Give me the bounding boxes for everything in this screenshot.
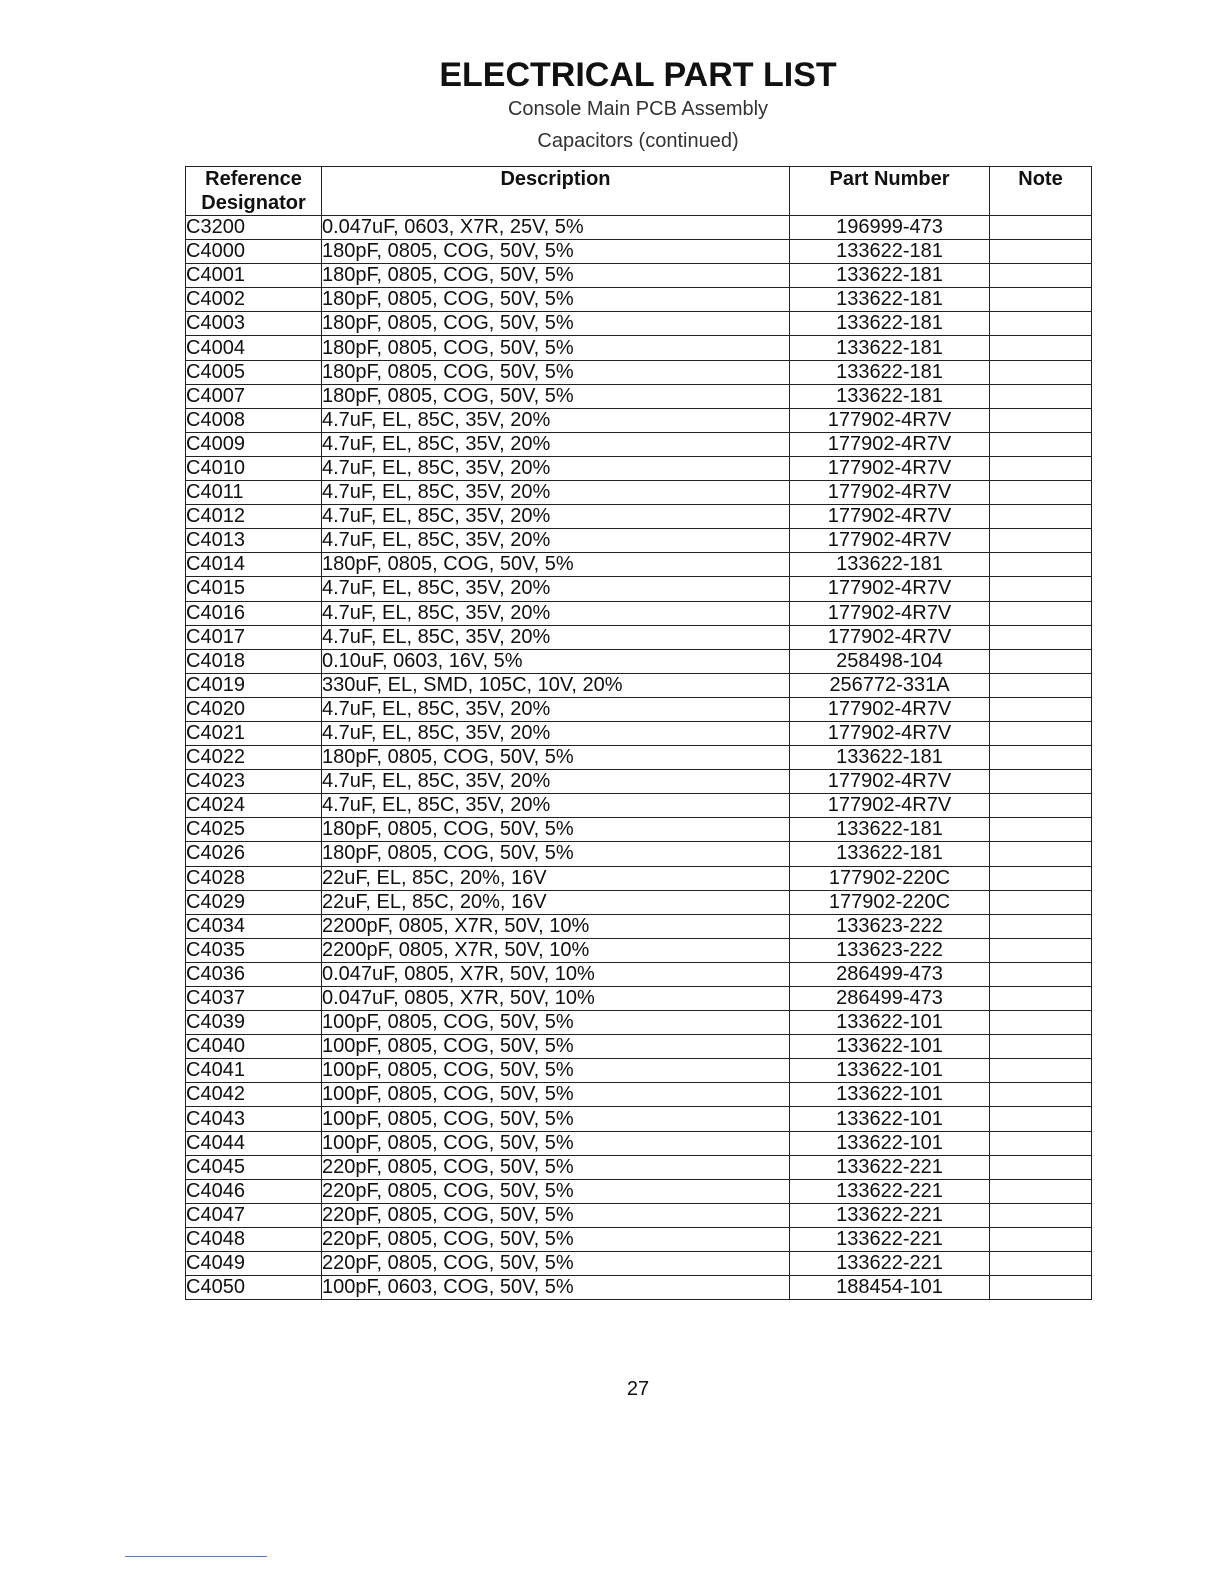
cell-description: 4.7uF, EL, 85C, 35V, 20% [322,456,790,480]
cell-note [990,240,1092,264]
cell-reference-designator: C4035 [186,938,322,962]
cell-description: 100pF, 0805, COG, 50V, 5% [322,1035,790,1059]
cell-description: 4.7uF, EL, 85C, 35V, 20% [322,794,790,818]
cell-reference-designator: C4026 [186,842,322,866]
assembly-subtitle: Console Main PCB Assembly [507,98,769,120]
cell-reference-designator: C4034 [186,914,322,938]
cell-note [990,697,1092,721]
table-row [186,432,1092,456]
cell-part-number: 133622-181 [790,312,990,336]
cell-reference-designator: C4017 [186,625,322,649]
cell-reference-designator: C4022 [186,746,322,770]
cell-reference-designator: C4048 [186,1227,322,1251]
cell-part-number: 133622-181 [790,264,990,288]
table-row [186,1107,1092,1131]
cell-note [990,842,1092,866]
cell-reference-designator: C4050 [186,1276,322,1300]
cell-description: 180pF, 0805, COG, 50V, 5% [322,384,790,408]
table-row [186,288,1092,312]
table-row [186,842,1092,866]
cell-reference-designator: C4044 [186,1131,322,1155]
cell-reference-designator: C4025 [186,818,322,842]
cell-part-number: 133622-181 [790,336,990,360]
cell-part-number: 133623-222 [790,914,990,938]
cell-description: 4.7uF, EL, 85C, 35V, 20% [322,625,790,649]
cell-part-number: 177902-4R7V [790,625,990,649]
cell-part-number: 177902-4R7V [790,601,990,625]
cell-note [990,987,1092,1011]
column-header-reference-designator [186,167,322,216]
table-row [186,1059,1092,1083]
cell-part-number: 286499-473 [790,987,990,1011]
table-row [186,866,1092,890]
cell-reference-designator: C4019 [186,673,322,697]
table-row [186,216,1092,240]
cell-reference-designator: C4028 [186,866,322,890]
cell-description: 0.10uF, 0603, 16V, 5% [322,649,790,673]
table-row [186,721,1092,745]
table-row [186,408,1092,432]
cell-reference-designator: C4004 [186,336,322,360]
table-row [186,1179,1092,1203]
cell-note [990,481,1092,505]
cell-note [990,1035,1092,1059]
cell-part-number: 133622-221 [790,1203,990,1227]
cell-reference-designator: C4029 [186,890,322,914]
cell-note [990,866,1092,890]
column-header-reference-line2: Designator [201,192,306,214]
table-row [186,1155,1092,1179]
cell-description: 180pF, 0805, COG, 50V, 5% [322,842,790,866]
cell-note [990,1227,1092,1251]
column-header-reference-line1: Reference [205,168,302,190]
cell-note [990,384,1092,408]
cell-reference-designator: C4021 [186,721,322,745]
cell-note [990,1107,1092,1131]
table-row [186,1011,1092,1035]
cell-part-number: 133622-221 [790,1155,990,1179]
cell-reference-designator: C4005 [186,360,322,384]
table-row [186,1252,1092,1276]
table-row [186,481,1092,505]
cell-reference-designator: C4045 [186,1155,322,1179]
table-row [186,1083,1092,1107]
cell-note [990,432,1092,456]
cell-note [990,456,1092,480]
table-row [186,529,1092,553]
cell-part-number: 133622-101 [790,1131,990,1155]
cell-reference-designator: C4041 [186,1059,322,1083]
table-row [186,1227,1092,1251]
cell-reference-designator: C4043 [186,1107,322,1131]
table-row [186,1035,1092,1059]
cell-note [990,408,1092,432]
cell-description: 4.7uF, EL, 85C, 35V, 20% [322,577,790,601]
cell-description: 100pF, 0805, COG, 50V, 5% [322,1107,790,1131]
cell-note [990,216,1092,240]
cell-note [990,625,1092,649]
table-row [186,577,1092,601]
cell-part-number: 133622-181 [790,818,990,842]
cell-description: 220pF, 0805, COG, 50V, 5% [322,1155,790,1179]
cell-description: 2200pF, 0805, X7R, 50V, 10% [322,938,790,962]
cell-reference-designator: C4049 [186,1252,322,1276]
cell-description: 180pF, 0805, COG, 50V, 5% [322,264,790,288]
cell-note [990,770,1092,794]
column-header-note: Note [990,167,1092,216]
page-number: 27 [626,1378,650,1400]
cell-reference-designator: C4037 [186,987,322,1011]
cell-note [990,312,1092,336]
cell-part-number: 133622-221 [790,1179,990,1203]
cell-part-number: 177902-4R7V [790,770,990,794]
cell-reference-designator: C4018 [186,649,322,673]
cell-reference-designator: C4015 [186,577,322,601]
cell-part-number: 133622-181 [790,746,990,770]
cell-part-number: 188454-101 [790,1276,990,1300]
cell-part-number: 133622-181 [790,384,990,408]
parts-table [185,166,1092,1300]
cell-part-number: 177902-220C [790,890,990,914]
cell-note [990,505,1092,529]
cell-part-number: 177902-4R7V [790,481,990,505]
cell-description: 220pF, 0805, COG, 50V, 5% [322,1179,790,1203]
table-row [186,938,1092,962]
section-heading: Capacitors (continued) [537,130,739,152]
table-row [186,890,1092,914]
cell-description: 2200pF, 0805, X7R, 50V, 10% [322,914,790,938]
cell-description: 100pF, 0805, COG, 50V, 5% [322,1011,790,1035]
table-row [186,1203,1092,1227]
cell-reference-designator: C4016 [186,601,322,625]
table-row [186,312,1092,336]
table-row [186,336,1092,360]
cell-part-number: 133623-222 [790,938,990,962]
cell-description: 0.047uF, 0603, X7R, 25V, 5% [322,216,790,240]
cell-reference-designator: C4010 [186,456,322,480]
table-row [186,264,1092,288]
cell-part-number: 196999-473 [790,216,990,240]
cell-part-number: 133622-101 [790,1107,990,1131]
cell-reference-designator: C4024 [186,794,322,818]
cell-note [990,746,1092,770]
cell-description: 180pF, 0805, COG, 50V, 5% [322,553,790,577]
cell-description: 180pF, 0805, COG, 50V, 5% [322,818,790,842]
table-header-row [186,167,1092,216]
cell-description: 4.7uF, EL, 85C, 35V, 20% [322,697,790,721]
cell-description: 22uF, EL, 85C, 20%, 16V [322,890,790,914]
table-row [186,625,1092,649]
cell-reference-designator: C3200 [186,216,322,240]
cell-reference-designator: C4001 [186,264,322,288]
cell-part-number: 177902-4R7V [790,432,990,456]
cell-part-number: 133622-101 [790,1083,990,1107]
cell-note [990,288,1092,312]
cell-description: 180pF, 0805, COG, 50V, 5% [322,288,790,312]
cell-part-number: 133622-181 [790,842,990,866]
cell-note [990,1059,1092,1083]
cell-description: 4.7uF, EL, 85C, 35V, 20% [322,505,790,529]
cell-description: 4.7uF, EL, 85C, 35V, 20% [322,601,790,625]
cell-description: 100pF, 0805, COG, 50V, 5% [322,1131,790,1155]
column-header-part-number: Part Number [790,167,990,216]
cell-note [990,673,1092,697]
cell-description: 100pF, 0805, COG, 50V, 5% [322,1083,790,1107]
cell-reference-designator: C4000 [186,240,322,264]
cell-description: 180pF, 0805, COG, 50V, 5% [322,240,790,264]
table-row [186,987,1092,1011]
cell-part-number: 177902-4R7V [790,505,990,529]
cell-reference-designator: C4042 [186,1083,322,1107]
table-row [186,240,1092,264]
table-row [186,553,1092,577]
cell-description: 22uF, EL, 85C, 20%, 16V [322,866,790,890]
cell-part-number: 177902-4R7V [790,697,990,721]
cell-part-number: 177902-220C [790,866,990,890]
cell-part-number: 177902-4R7V [790,577,990,601]
cell-part-number: 286499-473 [790,962,990,986]
cell-note [990,553,1092,577]
cell-note [990,649,1092,673]
cell-description: 220pF, 0805, COG, 50V, 5% [322,1227,790,1251]
cell-reference-designator: C4039 [186,1011,322,1035]
cell-reference-designator: C4046 [186,1179,322,1203]
cell-part-number: 177902-4R7V [790,721,990,745]
cell-description: 4.7uF, EL, 85C, 35V, 20% [322,770,790,794]
cell-part-number: 133622-181 [790,288,990,312]
cell-note [990,794,1092,818]
table-row [186,384,1092,408]
cell-note [990,818,1092,842]
cell-part-number: 256772-331A [790,673,990,697]
table-row [186,1131,1092,1155]
cell-reference-designator: C4013 [186,529,322,553]
cell-reference-designator: C4036 [186,962,322,986]
cell-description: 4.7uF, EL, 85C, 35V, 20% [322,481,790,505]
cell-part-number: 177902-4R7V [790,794,990,818]
cell-reference-designator: C4012 [186,505,322,529]
cell-reference-designator: C4014 [186,553,322,577]
cell-part-number: 177902-4R7V [790,456,990,480]
cell-description: 220pF, 0805, COG, 50V, 5% [322,1252,790,1276]
cell-reference-designator: C4011 [186,481,322,505]
table-row [186,360,1092,384]
cell-note [990,721,1092,745]
parts-table-body [186,216,1092,1300]
cell-part-number: 177902-4R7V [790,408,990,432]
table-row [186,649,1092,673]
cell-part-number: 133622-101 [790,1035,990,1059]
cell-note [990,264,1092,288]
cell-note [990,601,1092,625]
cell-note [990,938,1092,962]
cell-description: 100pF, 0805, COG, 50V, 5% [322,1059,790,1083]
table-row [186,673,1092,697]
cell-note [990,1203,1092,1227]
cell-part-number: 133622-101 [790,1011,990,1035]
cell-note [990,1011,1092,1035]
cell-note [990,962,1092,986]
cell-note [990,914,1092,938]
cell-reference-designator: C4007 [186,384,322,408]
cell-reference-designator: C4009 [186,432,322,456]
cell-reference-designator: C4008 [186,408,322,432]
cell-note [990,577,1092,601]
cell-reference-designator: C4002 [186,288,322,312]
cell-reference-designator: C4020 [186,697,322,721]
cell-description: 0.047uF, 0805, X7R, 50V, 10% [322,962,790,986]
footer-rule [125,1556,267,1557]
page-title: ELECTRICAL PART LIST [439,56,837,94]
cell-reference-designator: C4040 [186,1035,322,1059]
cell-description: 4.7uF, EL, 85C, 35V, 20% [322,432,790,456]
cell-part-number: 133622-181 [790,240,990,264]
cell-part-number: 133622-221 [790,1227,990,1251]
cell-description: 4.7uF, EL, 85C, 35V, 20% [322,721,790,745]
cell-part-number: 133622-181 [790,553,990,577]
table-row [186,601,1092,625]
cell-part-number: 177902-4R7V [790,529,990,553]
cell-description: 0.047uF, 0805, X7R, 50V, 10% [322,987,790,1011]
table-row [186,770,1092,794]
cell-reference-designator: C4003 [186,312,322,336]
cell-description: 4.7uF, EL, 85C, 35V, 20% [322,529,790,553]
cell-description: 330uF, EL, SMD, 105C, 10V, 20% [322,673,790,697]
cell-description: 220pF, 0805, COG, 50V, 5% [322,1203,790,1227]
cell-note [990,1131,1092,1155]
cell-note [990,1083,1092,1107]
table-row [186,746,1092,770]
cell-description: 100pF, 0603, COG, 50V, 5% [322,1276,790,1300]
table-row [186,794,1092,818]
cell-part-number: 258498-104 [790,649,990,673]
cell-note [990,1276,1092,1300]
cell-note [990,1179,1092,1203]
table-row [186,456,1092,480]
cell-description: 180pF, 0805, COG, 50V, 5% [322,336,790,360]
cell-description: 180pF, 0805, COG, 50V, 5% [322,312,790,336]
cell-reference-designator: C4023 [186,770,322,794]
table-row [186,505,1092,529]
cell-part-number: 133622-221 [790,1252,990,1276]
cell-description: 4.7uF, EL, 85C, 35V, 20% [322,408,790,432]
cell-part-number: 133622-101 [790,1059,990,1083]
cell-description: 180pF, 0805, COG, 50V, 5% [322,360,790,384]
table-row [186,962,1092,986]
cell-note [990,890,1092,914]
cell-note [990,529,1092,553]
cell-part-number: 133622-181 [790,360,990,384]
cell-note [990,1252,1092,1276]
cell-note [990,360,1092,384]
cell-note [990,336,1092,360]
table-row [186,914,1092,938]
cell-description: 180pF, 0805, COG, 50V, 5% [322,746,790,770]
table-row [186,818,1092,842]
cell-note [990,1155,1092,1179]
table-row [186,1276,1092,1300]
cell-reference-designator: C4047 [186,1203,322,1227]
table-row [186,697,1092,721]
column-header-description: Description [322,167,790,216]
